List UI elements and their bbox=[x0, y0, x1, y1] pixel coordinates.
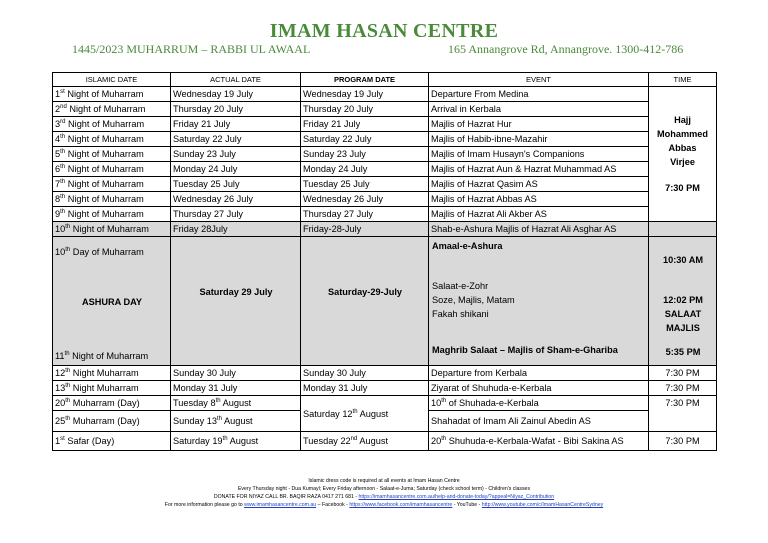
facebook-link[interactable]: https://www.facebook.com/imamhasancentre bbox=[349, 502, 453, 508]
centre-address: 165 Annangrove Rd, Annangrove. 1300-412-786 bbox=[448, 42, 684, 56]
event: Arrival in Kerbala bbox=[429, 102, 649, 117]
actual-date: Tuesday 25 July bbox=[171, 177, 301, 192]
event: Majlis of Habib-ibne-Mazahir bbox=[429, 132, 649, 147]
actual-date: Monday 24 July bbox=[171, 162, 301, 177]
islamic-date: 7th Night of Muharram bbox=[53, 177, 171, 192]
table-row bbox=[53, 366, 717, 381]
program-date: Tuesday 25 July bbox=[301, 177, 429, 192]
actual-date: Friday 28July bbox=[171, 222, 301, 237]
table-row bbox=[53, 102, 717, 117]
col-event: EVENT bbox=[429, 73, 649, 87]
actual-date: Thursday 27 July bbox=[171, 207, 301, 222]
website-link[interactable]: www.imamhasancentre.com.au bbox=[244, 502, 317, 508]
event: Majlis of Hazrat Aun & Hazrat Muhammad AS bbox=[429, 162, 649, 177]
col-program-date: PROGRAM DATE bbox=[301, 73, 429, 87]
time: 7:30 PM bbox=[649, 432, 717, 451]
hijri-period: 1445/2023 MUHARRUM – RABBI UL AWAAL bbox=[72, 42, 311, 56]
islamic-date: 4th Night of Muharram bbox=[53, 132, 171, 147]
program-date: Monday 24 July bbox=[301, 162, 429, 177]
actual-date: Sunday 23 July bbox=[171, 147, 301, 162]
program-date: Thursday 27 July bbox=[301, 207, 429, 222]
event: Ziyarat of Shuhuda-e-Kerbala bbox=[429, 381, 649, 396]
event: 20th Shuhuda-e-Kerbala-Wafat - Bibi Sakina AS bbox=[429, 432, 649, 451]
program-date: Thursday 20 July bbox=[301, 102, 429, 117]
program-date: Saturday 12th August bbox=[301, 396, 429, 432]
table-row bbox=[53, 117, 717, 132]
ashura-program-date: Saturday-29-July bbox=[301, 237, 429, 366]
islamic-date: 25th Muharram (Day) bbox=[53, 411, 171, 432]
islamic-date: 5th Night of Muharram bbox=[53, 147, 171, 162]
event: Departure from Kerbala bbox=[429, 366, 649, 381]
actual-date: Saturday 22 July bbox=[171, 132, 301, 147]
table-row bbox=[53, 132, 717, 147]
event: Majlis of Hazrat Qasim AS bbox=[429, 177, 649, 192]
event: Majlis of Imam Husayn's Companions bbox=[429, 147, 649, 162]
time-empty bbox=[649, 222, 717, 237]
program-date: Wednesday 26 July bbox=[301, 192, 429, 207]
more-info-note: For more information please go to www.imamhasancentre.com.au – Facebook - https://www.facebook.com/imamhasancentre - YouTube - http://www.youtube.com/c/ImamHasanCentreSydney bbox=[164, 502, 604, 508]
table-row bbox=[53, 432, 717, 451]
page-title: IMAM HASAN CENTRE bbox=[269, 20, 499, 42]
col-actual-date: ACTUAL DATE bbox=[171, 73, 301, 87]
actual-date: Thursday 20 July bbox=[171, 102, 301, 117]
actual-date: Friday 21 July bbox=[171, 117, 301, 132]
event: Majlis of Hazrat Hur bbox=[429, 117, 649, 132]
header-row bbox=[53, 73, 717, 87]
col-islamic-date: ISLAMIC DATE bbox=[53, 73, 171, 87]
time: 7:30 PM bbox=[649, 396, 717, 432]
islamic-date: 20th Muharram (Day) bbox=[53, 396, 171, 411]
host-and-time: Hajj Mohammed Abbas Virjee 7:30 PM bbox=[649, 87, 717, 222]
table-row bbox=[53, 381, 717, 396]
donate-note: DONATE FOR NIYAZ CALL BR. BAQIR RAZA 0417 271 681 - https://imamhasancentre.com.au/help-and-donate-today/?appeal=Niyaz_Contribution bbox=[213, 494, 555, 500]
ashura-events: Amaal-e-Ashura Salaat-e-Zohr Soze, Majlis, Matam Fakah shikani Maghrib Salaat – Majlis of Sham-e-Ghariba bbox=[429, 237, 649, 366]
weekly-programs-note: Every Thursday night - Dua Kumayl; Every Friday afternoon - Salaat-e-Juma; Saturday (check school term) - Children's classes bbox=[237, 486, 531, 492]
table-row bbox=[53, 162, 717, 177]
event: 10th of Shuhada-e-Kerbala bbox=[429, 396, 649, 411]
table-row bbox=[53, 396, 717, 411]
program-date: Sunday 30 July bbox=[301, 366, 429, 381]
ashura-times: 10:30 AM 12:02 PM SALAAT MAJLIS 5:35 PM bbox=[649, 237, 717, 366]
dress-code-note: Islamic dress code is required at all events at Imam Hasan Centre bbox=[308, 478, 460, 484]
donate-link[interactable]: https://imamhasancentre.com.au/help-and-donate-today/?appeal=Niyaz_Contribution bbox=[358, 494, 555, 500]
actual-date: Wednesday 26 July bbox=[171, 192, 301, 207]
event: Shahadat of Imam Ali Zainul Abedin AS bbox=[429, 411, 649, 432]
table-row bbox=[53, 87, 717, 102]
table-row bbox=[53, 147, 717, 162]
islamic-date: 1st Safar (Day) bbox=[53, 432, 171, 451]
islamic-date: 13th Night Muharram bbox=[53, 381, 171, 396]
program-date: Friday-28-July bbox=[301, 222, 429, 237]
table-row bbox=[53, 177, 717, 192]
event: Majlis of Hazrat Abbas AS bbox=[429, 192, 649, 207]
program-date: Sunday 23 July bbox=[301, 147, 429, 162]
islamic-date: 1st Night of Muharram bbox=[53, 87, 171, 102]
islamic-date: 6th Night of Muharram bbox=[53, 162, 171, 177]
actual-date: Tuesday 8th August bbox=[171, 396, 301, 411]
actual-date: Monday 31 July bbox=[171, 381, 301, 396]
event: Shab-e-Ashura Majlis of Hazrat Ali Asghar AS bbox=[429, 222, 649, 237]
program-date: Saturday 22 July bbox=[301, 132, 429, 147]
islamic-date: 9th Night of Muharram bbox=[53, 207, 171, 222]
col-time: TIME bbox=[649, 73, 717, 87]
program-date: Monday 31 July bbox=[301, 381, 429, 396]
ashura-islamic-date: 10th Day of Muharram ASHURA DAY 11th Night of Muharram bbox=[53, 237, 171, 366]
program-date: Friday 21 July bbox=[301, 117, 429, 132]
schedule-table bbox=[52, 72, 717, 451]
youtube-link[interactable]: http://www.youtube.com/c/ImamHasanCentreSydney bbox=[481, 502, 604, 508]
islamic-date: 12th Night Muharram bbox=[53, 366, 171, 381]
table-row-shab-e-ashura bbox=[53, 222, 717, 237]
time: 7:30 PM bbox=[649, 366, 717, 381]
actual-date: Saturday 19th August bbox=[171, 432, 301, 451]
table-row bbox=[53, 192, 717, 207]
ashura-actual-date: Saturday 29 July bbox=[171, 237, 301, 366]
event: Departure From Medina bbox=[429, 87, 649, 102]
islamic-date: 3rd Night of Muharram bbox=[53, 117, 171, 132]
event: Majlis of Hazrat Ali Akber AS bbox=[429, 207, 649, 222]
program-date: Tuesday 22nd August bbox=[301, 432, 429, 451]
table-row-ashura-day bbox=[53, 237, 717, 366]
program-date: Wednesday 19 July bbox=[301, 87, 429, 102]
actual-date: Wednesday 19 July bbox=[171, 87, 301, 102]
time: 7:30 PM bbox=[649, 381, 717, 396]
islamic-date: 10th Night of Muharram bbox=[53, 222, 171, 237]
islamic-date: 2nd Night of Muharram bbox=[53, 102, 171, 117]
islamic-date: 8th Night of Muharram bbox=[53, 192, 171, 207]
actual-date: Sunday 13th August bbox=[171, 411, 301, 432]
actual-date: Sunday 30 July bbox=[171, 366, 301, 381]
table-row bbox=[53, 207, 717, 222]
